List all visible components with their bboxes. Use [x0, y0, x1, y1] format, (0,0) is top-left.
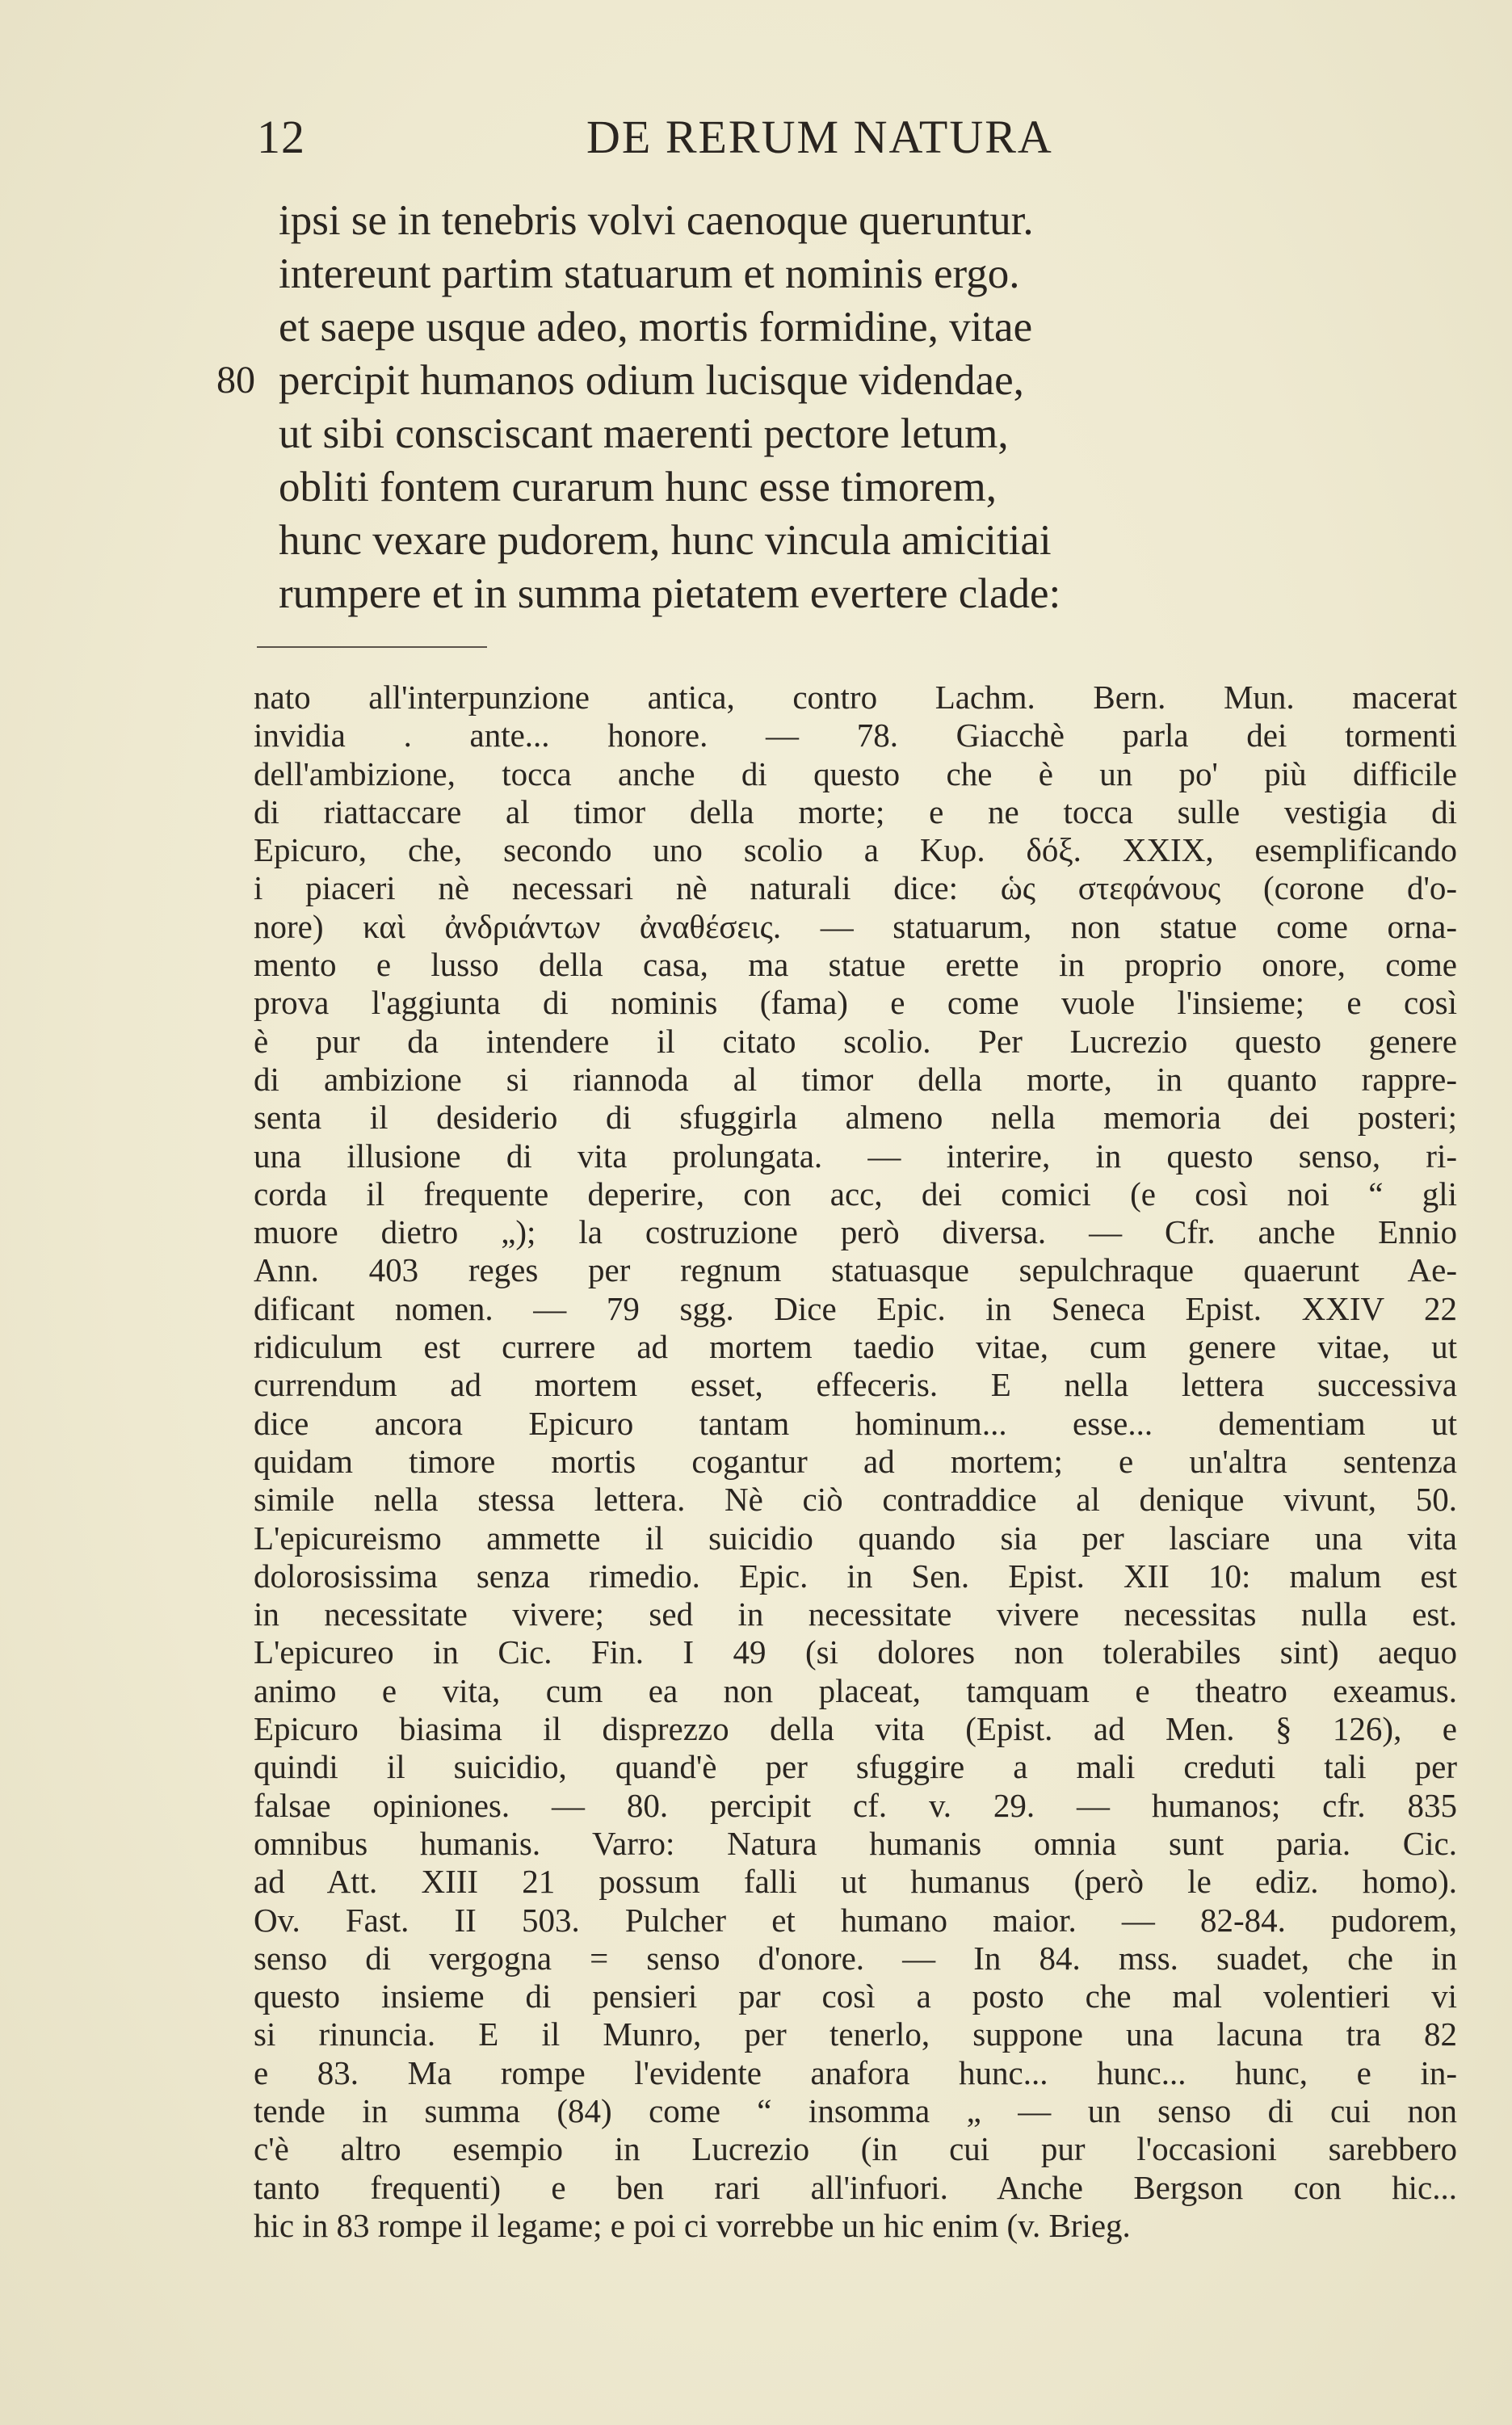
note-line: senta il desiderio di sfuggirla almeno nella memoria dei posteri; [254, 1099, 1457, 1137]
note-line: Ann. 403 reges per regnum statuasque sepulchraque quaerunt Ae- [254, 1251, 1457, 1289]
note-line: di ambizione si riannoda al timor della morte, in quanto rappre- [254, 1060, 1457, 1098]
note-line: corda il frequente deperire, con acc, dei comici (e così noi “ gli [254, 1175, 1457, 1212]
note-line: in necessitate vivere; sed in necessitate vivere necessitas nulla est. [254, 1595, 1457, 1633]
note-line: si rinuncia. E il Munro, per tenerlo, suppone una lacuna tra 82 [254, 2015, 1457, 2053]
note-line: falsae opiniones. — 80. percipit cf. v. 29. — humanos; cfr. 835 [254, 1786, 1457, 1824]
note-line: quidam timore mortis cogantur ad mortem; e un'altra sentenza [254, 1442, 1457, 1480]
verse-line [0, 354, 1512, 407]
note-line: ridiculum est currere ad mortem taedio vitae, cum genere vitae, ut [254, 1328, 1457, 1366]
note-line: c'è altro esempio in Lucrezio (in cui pur l'occasioni sarebbero [254, 2130, 1457, 2168]
verse-line [0, 460, 1512, 514]
note-line: dolorosissima senza rimedio. Epic. in Sen. Epist. XII 10: malum est [254, 1557, 1457, 1595]
verse-line [0, 300, 1512, 354]
verse-text: et saepe usque adeo, mortis formidine, vitae [279, 304, 1033, 351]
verse-text: ut sibi consciscant maerenti pectore letum, [279, 410, 1009, 457]
note-line: una illusione di vita prolungata. — interire, in questo senso, ri- [254, 1137, 1457, 1175]
verse-line [0, 407, 1512, 460]
note-line: tende in summa (84) come “ insomma „ — un senso di cui non [254, 2091, 1457, 2129]
note-line: di riattaccare al timor della morte; e ne tocca sulle vestigia di [254, 792, 1457, 830]
note-line: senso di vergogna = senso d'onore. — In 84. mss. suadet, che in [254, 1939, 1457, 1977]
note-line: ad Att. XIII 21 possum falli ut humanus (però le ediz. homo). [254, 1863, 1457, 1901]
note-line: questo insieme di pensieri par così a posto che mal volentieri vi [254, 1977, 1457, 2015]
verse-text: intereunt partim statuarum et nominis ergo. [279, 250, 1020, 297]
note-line: nato all'interpunzione antica, contro Lachm. Bern. Mun. macerat [254, 679, 1457, 716]
verse-text: rumpere et in summa pietatem evertere clade: [279, 570, 1061, 617]
note-line: dice ancora Epicuro tantam hominum... esse... dementiam ut [254, 1404, 1457, 1442]
page-number: 12 [257, 111, 305, 163]
note-line: simile nella stessa lettera. Nè ciò contraddice al denique vivunt, 50. [254, 1481, 1457, 1519]
note-line: L'epicureismo ammette il suicidio quando sia per lasciare una vita [254, 1519, 1457, 1557]
note-line: currendum ad mortem esset, effeceris. E nella lettera successiva [254, 1366, 1457, 1404]
note-line: animo e vita, cum ea non placeat, tamquam e theatro exeamus. [254, 1671, 1457, 1709]
footnote-separator-rule [257, 646, 487, 648]
note-line: nore) καὶ ἀνδριάντων ἀναθέσεις. — statuarum, non statue come orna- [254, 907, 1457, 945]
verse-line [0, 567, 1512, 620]
note-line: invidia . ante... honore. — 78. Giacchè parla dei tormenti [254, 717, 1457, 754]
note-line: omnibus humanis. Varro: Natura humanis omnia sunt paria. Cic. [254, 1824, 1457, 1862]
note-line: dell'ambizione, tocca anche di questo che è un po' più difficile [254, 754, 1457, 792]
note-line: Epicuro biasima il disprezzo della vita (Epist. ad Men. § 126), e [254, 1710, 1457, 1748]
verse-text: percipit humanos odium lucisque videndae, [279, 357, 1024, 404]
note-line: L'epicureo in Cic. Fin. I 49 (si dolores non tolerabiles sint) aequo [254, 1633, 1457, 1671]
note-line: Ov. Fast. II 503. Pulcher et humano maior. — 82-84. pudorem, [254, 1901, 1457, 1939]
verse-text: ipsi se in tenebris volvi caenoque queruntur. [279, 197, 1034, 244]
note-line: è pur da intendere il citato scolio. Per Lucrezio questo genere [254, 1022, 1457, 1060]
verse-line [0, 194, 1512, 247]
page-header [257, 110, 1145, 166]
note-line: dificant nomen. — 79 sgg. Dice Epic. in Seneca Epist. XXIV 22 [254, 1289, 1457, 1327]
note-line: Epicuro, che, secondo uno scolio a Κυρ. δόξ. XXIX, esemplificando [254, 831, 1457, 869]
verse-text: hunc vexare pudorem, hunc vincula amicitiai [279, 517, 1052, 564]
note-line: quindi il suicidio, quand'è per sfuggire a mali creduti tali per [254, 1748, 1457, 1786]
note-line: tanto frequenti) e ben rari all'infuori. Anche Bergson con hic... [254, 2168, 1457, 2206]
commentary-notes [254, 679, 1457, 2245]
note-line: mento e lusso della casa, ma statue erette in proprio onore, come [254, 946, 1457, 984]
verse-text: obliti fontem curarum hunc esse timorem, [279, 464, 997, 511]
verse-line-number: 80 [216, 359, 255, 401]
poem-verses [0, 194, 1512, 620]
note-line: hic in 83 rompe il legame; e poi ci vorrebbe un hic enim (v. Brieg. [254, 2206, 1131, 2244]
running-title: DE RERUM NATURA [586, 111, 1053, 163]
note-line: muore dietro „); la costruzione però diversa. — Cfr. anche Ennio [254, 1213, 1457, 1251]
verse-line [0, 247, 1512, 300]
verse-line [0, 514, 1512, 567]
note-line: prova l'aggiunta di nominis (fama) e come vuole l'insieme; e così [254, 984, 1457, 1022]
note-line: e 83. Ma rompe l'evidente anafora hunc... hunc... hunc, e in- [254, 2053, 1457, 2091]
note-line: i piaceri nè necessari nè naturali dice: ὡς στεφάνους (corone d'o- [254, 869, 1457, 907]
